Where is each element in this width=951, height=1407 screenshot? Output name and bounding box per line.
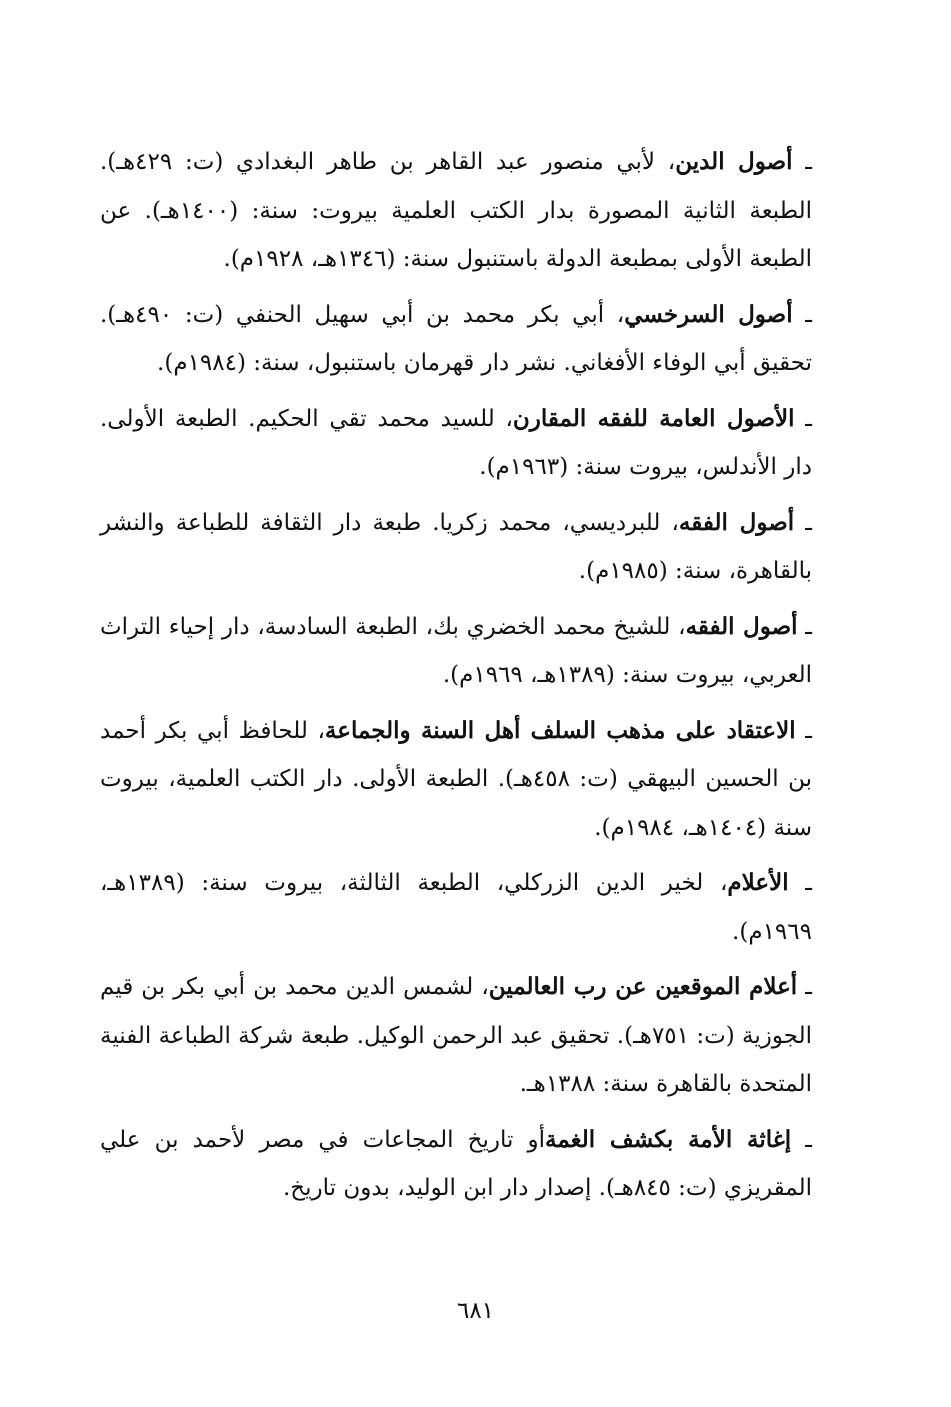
bibliography-entry (100, 707, 812, 853)
entry-title: الاعتقاد على مذهب السلف أهل السنة والجماعة (324, 716, 796, 744)
entry-title: أصول الدين (675, 148, 793, 175)
bibliography-entry (100, 1116, 812, 1213)
entry-title: أصول الفقه (678, 508, 795, 536)
bibliography-entry (100, 395, 812, 492)
bibliography-entry (100, 603, 812, 700)
entry-title: إغاثة الأمة بكشف الغمة (544, 1125, 792, 1153)
bibliography-entry (100, 963, 812, 1109)
entry-text: ، للسيد محمد تقي الحكيم. الطبعة الأولى. دار الأندلس، بيروت سنة: (١٩٦٣م). (100, 405, 812, 480)
entry-dash: ـ (805, 509, 812, 536)
entry-dash: ـ (805, 717, 813, 744)
bibliography-page (100, 138, 812, 1220)
bibliography-entry (100, 499, 812, 596)
entry-dash: ـ (805, 149, 813, 175)
entry-text: ، للحافظ أبي بكر أحمد بن الحسين البيهقي (ت: ٤٥٨هـ). الطبعة الأولى. دار الكتب العلمية، بيروت سنة (١٤٠٤هـ، ١٩٨٤م). (100, 717, 812, 841)
bibliography-entry (100, 291, 812, 388)
entry-text: أو تاريخ المجاعات في مصر لأحمد بن علي المقريزي (ت: ٨٤٥هـ). إصدار دار ابن الوليد، بدون تاريخ. (100, 1126, 812, 1201)
entry-text: ، لخير الدين الزركلي، الطبعة الثالثة، بيروت سنة: (١٣٨٩هـ، ١٩٦٩م). (100, 870, 812, 945)
entry-dash: ـ (805, 301, 812, 328)
entry-title: أصول الفقه (685, 612, 798, 640)
entry-dash: ـ (805, 870, 813, 896)
entry-text: ، لشمس الدين محمد بن أبي بكر بن قيم الجوزية (ت: ٧٥١هـ). تحقيق عبد الرحمن الوكيل. طبعة شركة الطباعة الفنية المتحدة بالقاهرة سنة: ١٣٨٨هـ. (100, 974, 812, 1097)
entry-title: أصول السرخسي (624, 300, 793, 328)
entry-dash: ـ (805, 974, 813, 1000)
entry-title: الأعلام (727, 869, 789, 896)
bibliography-entry (100, 138, 812, 284)
entry-title: أعلام الموقعين عن رب العالمين (488, 973, 798, 1000)
entry-dash: ـ (805, 1126, 812, 1153)
bibliography-entry (100, 859, 812, 956)
entry-title: الأصول العامة للفقه المقارن (512, 404, 795, 432)
entry-dash: ـ (805, 405, 812, 432)
entry-text: ، لأبي منصور عبد القاهر بن طاهر البغدادي (ت: ٤٢٩هـ). الطبعة الثانية المصورة بدار الكتب العلمية بيروت: سنة: (١٤٠٠هـ). عن الطبعة الأولى بمطبعة الدولة باستنبول سنة: (١٣٤٦هـ، ١٩٢٨م). (100, 149, 812, 272)
page-number: ٦٨١ (456, 1298, 495, 1324)
entry-text: ، للبرديسي، محمد زكريا. طبعة دار الثقافة للطباعة والنشر بالقاهرة، سنة: (١٩٨٥م). (100, 509, 812, 584)
entry-text: ، أبي بكر محمد بن أبي سهيل الحنفي (ت: ٤٩٠هـ). تحقيق أبي الوفاء الأفغاني. نشر دار قهرمان باستنبول، سنة: (١٩٨٤م). (100, 301, 812, 376)
entry-dash: ـ (805, 613, 812, 640)
entry-text: ، للشيخ محمد الخضري بك، الطبعة السادسة، دار إحياء التراث العربي، بيروت سنة: (١٣٨٩هـ، ١٩٦٩م). (100, 613, 812, 688)
